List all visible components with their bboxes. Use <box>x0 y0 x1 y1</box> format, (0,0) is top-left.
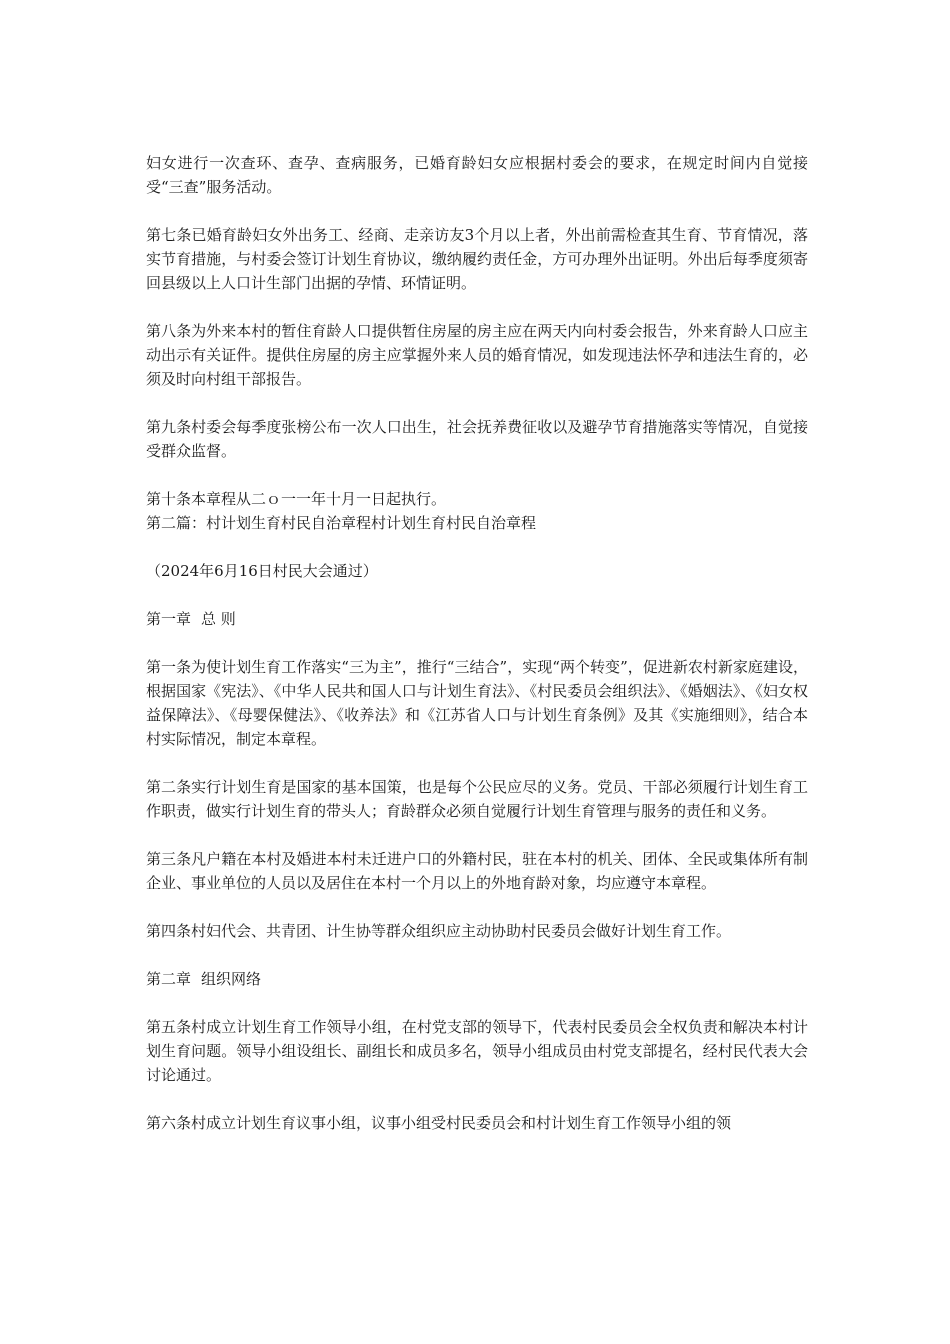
article-2: 第二条实行计划生育是国家的基本国策，也是每个公民应尽的义务。党员、干部必须履行计划生育工作职责，做实行计划生育的带头人；育龄群众必须自觉履行计划生育管理与服务的责任和义务。 <box>146 778 808 820</box>
chapter-2-label: 第二章 <box>146 970 192 988</box>
chapter-1-title: 总 则 <box>201 610 236 628</box>
article-1: 第一条为使计划生育工作落实“三为主”，推行“三结合”，实现“两个转变”，促进新农村新家庭建设，根据国家《宪法》、《中华人民共和国人口与计划生育法》、《村民委员会组织法》、《婚姻法》、《妇女权益保障法》、《母婴保健法》、《收养法》和《江苏省人口与计划生育条例》及其《实施细则》，结合本村实际情况，制定本章程。 <box>146 658 808 748</box>
chapter-1-heading <box>146 607 808 631</box>
article-3: 第三条凡户籍在本村及婚进本村未迁进户口的外籍村民，驻在本村的机关、团体、全民或集体所有制企业、事业单位的人员以及居住在本村一个月以上的外地育龄对象，均应遵守本章程。 <box>146 850 808 892</box>
article-4: 第四条村妇代会、共青团、计生协等群众组织应主动协助村民委员会做好计划生育工作。 <box>146 922 732 940</box>
chapter-1-label: 第一章 <box>146 610 192 628</box>
article-5: 第五条村成立计划生育工作领导小组，在村党支部的领导下，代表村民委员会全权负责和解决本村计划生育问题。领导小组设组长、副组长和成员多名，领导小组成员由村党支部提名，经村民代表大会讨论通过。 <box>146 1018 808 1084</box>
chapter-2-title: 组织网络 <box>201 970 262 988</box>
article-10: 第十条本章程从二ｏ一一年十月一日起执行。 <box>146 490 447 508</box>
chapter-2-heading <box>146 967 808 991</box>
document-page <box>146 151 808 1159</box>
article-9: 第九条村委会每季度张榜公布一次人口出生，社会抚养费征收以及避孕节育措施落实等情况，自觉接受群众监督。 <box>146 418 808 460</box>
paragraph-intro: 妇女进行一次查环、查孕、查病服务，已婚育龄妇女应根据村委会的要求，在规定时间内自觉接受“三查”服务活动。 <box>146 154 808 196</box>
adoption-note: （2024年6月16日村民大会通过） <box>146 562 378 580</box>
article-7: 第七条已婚育龄妇女外出务工、经商、走亲访友3个月以上者，外出前需检查其生育、节育情况，落实节育措施，与村委会签订计划生育协议，缴纳履约责任金，方可办理外出证明。外出后每季度须寄回县级以上人口计生部门出据的孕情、环情证明。 <box>146 226 808 292</box>
article-6: 第六条村成立计划生育议事小组，议事小组受村民委员会和村计划生育工作领导小组的领 <box>146 1114 732 1132</box>
article-8: 第八条为外来本村的暂住育龄人口提供暂住房屋的房主应在两天内向村委会报告，外来育龄人口应主动出示有关证件。提供住房屋的房主应掌握外来人员的婚育情况，如发现违法怀孕和违法生育的，必须及时向村组干部报告。 <box>146 322 808 388</box>
part-two-title: 第二篇：村计划生育村民自治章程村计划生育村民自治章程 <box>146 514 537 532</box>
